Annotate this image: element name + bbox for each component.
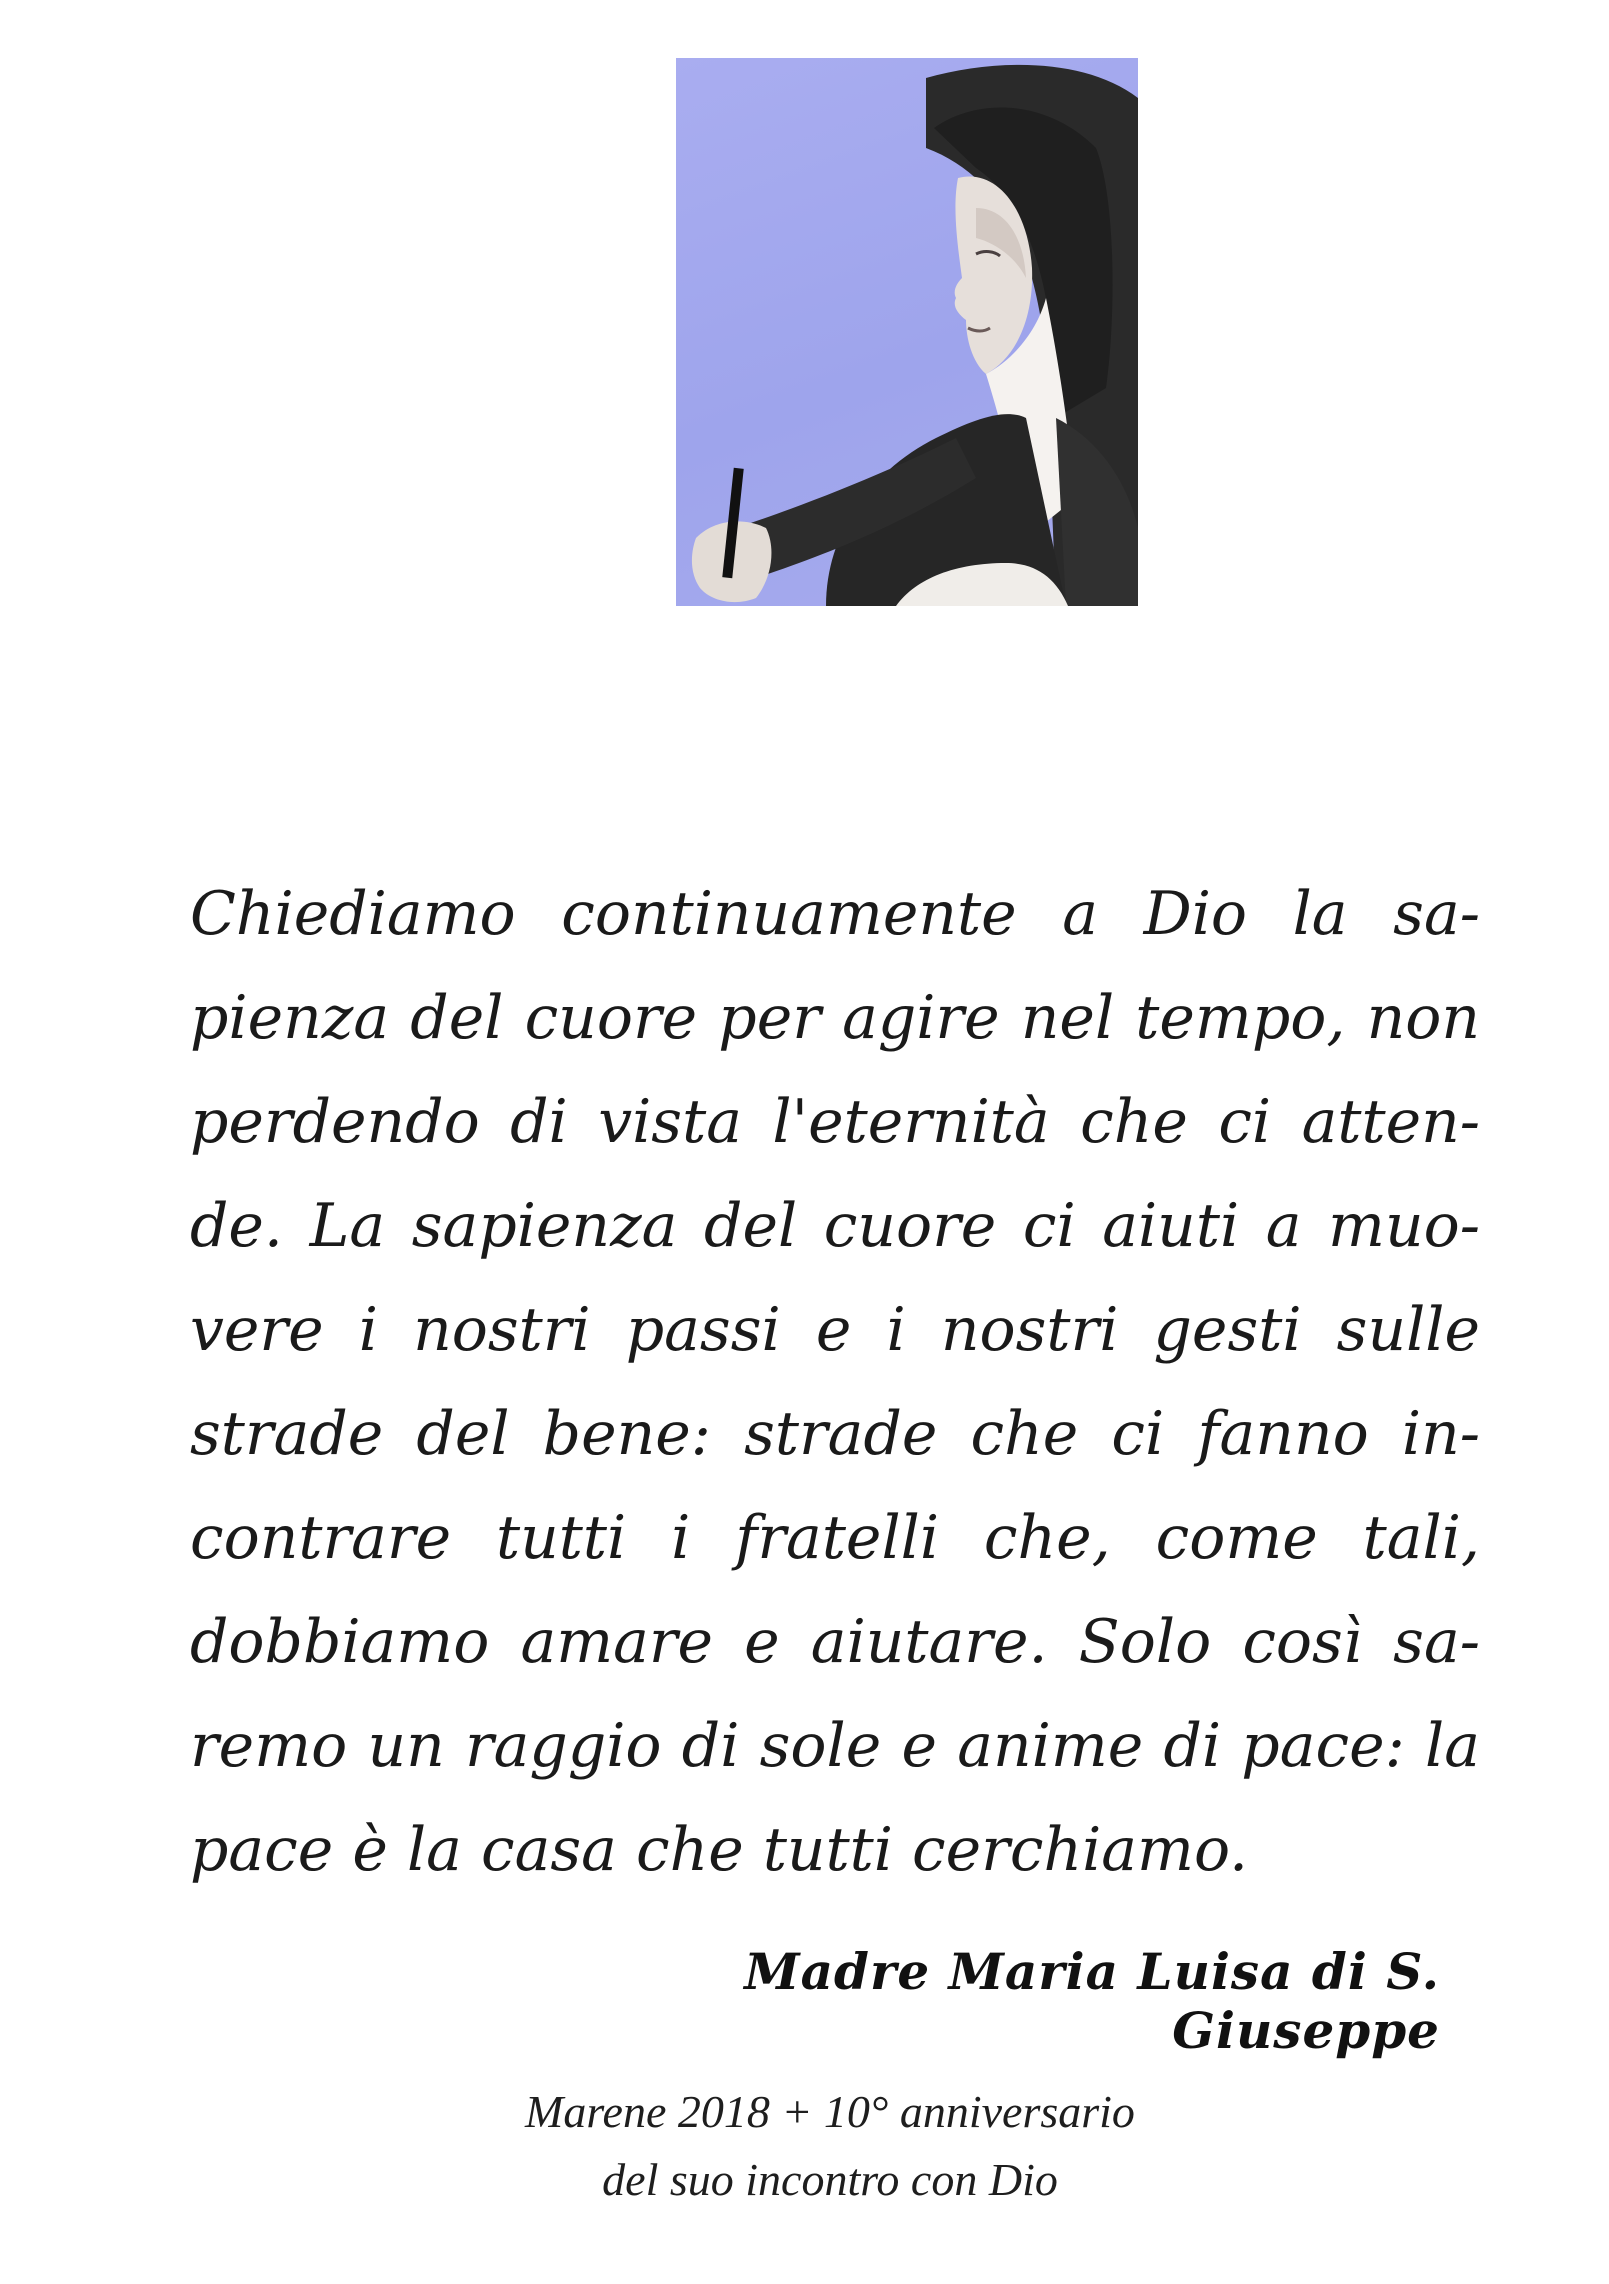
footer-line-dedication: del suo incontro con Dio — [602, 2154, 1058, 2205]
quote-line: dobbiamo amare e aiutare. Solo così sa- — [190, 1607, 1480, 1677]
quote-line: strade del bene: strade che ci fanno in- — [190, 1399, 1480, 1469]
footer-line-date: Marene 2018 + 10° anniversario — [525, 2086, 1135, 2137]
nun-portrait-image — [676, 58, 1138, 606]
quote-line: pienza del cuore per agire nel tempo, non — [190, 983, 1480, 1053]
quote-line: remo un raggio di sole e anime di pace: la — [190, 1711, 1480, 1781]
quote-line: pace è la casa che tutti cerchiamo. — [190, 1815, 1249, 1885]
quote-line: Chiediamo continuamente a Dio la sa- — [190, 879, 1480, 949]
quote-line: perdendo di vista l'eternità che ci atten- — [190, 1087, 1480, 1157]
author-signature: Madre Maria Luisa di S. Giuseppe — [744, 1942, 1440, 2060]
quote-line: de. La sapienza del cuore ci aiuti a muo- — [190, 1191, 1480, 1261]
quote-line: vere i nostri passi e i nostri gesti sulle — [190, 1295, 1480, 1365]
quote-text — [190, 862, 1480, 1902]
quote-line: contrare tutti i fratelli che, come tali, — [190, 1503, 1480, 1573]
footer-caption — [300, 2078, 1360, 2214]
